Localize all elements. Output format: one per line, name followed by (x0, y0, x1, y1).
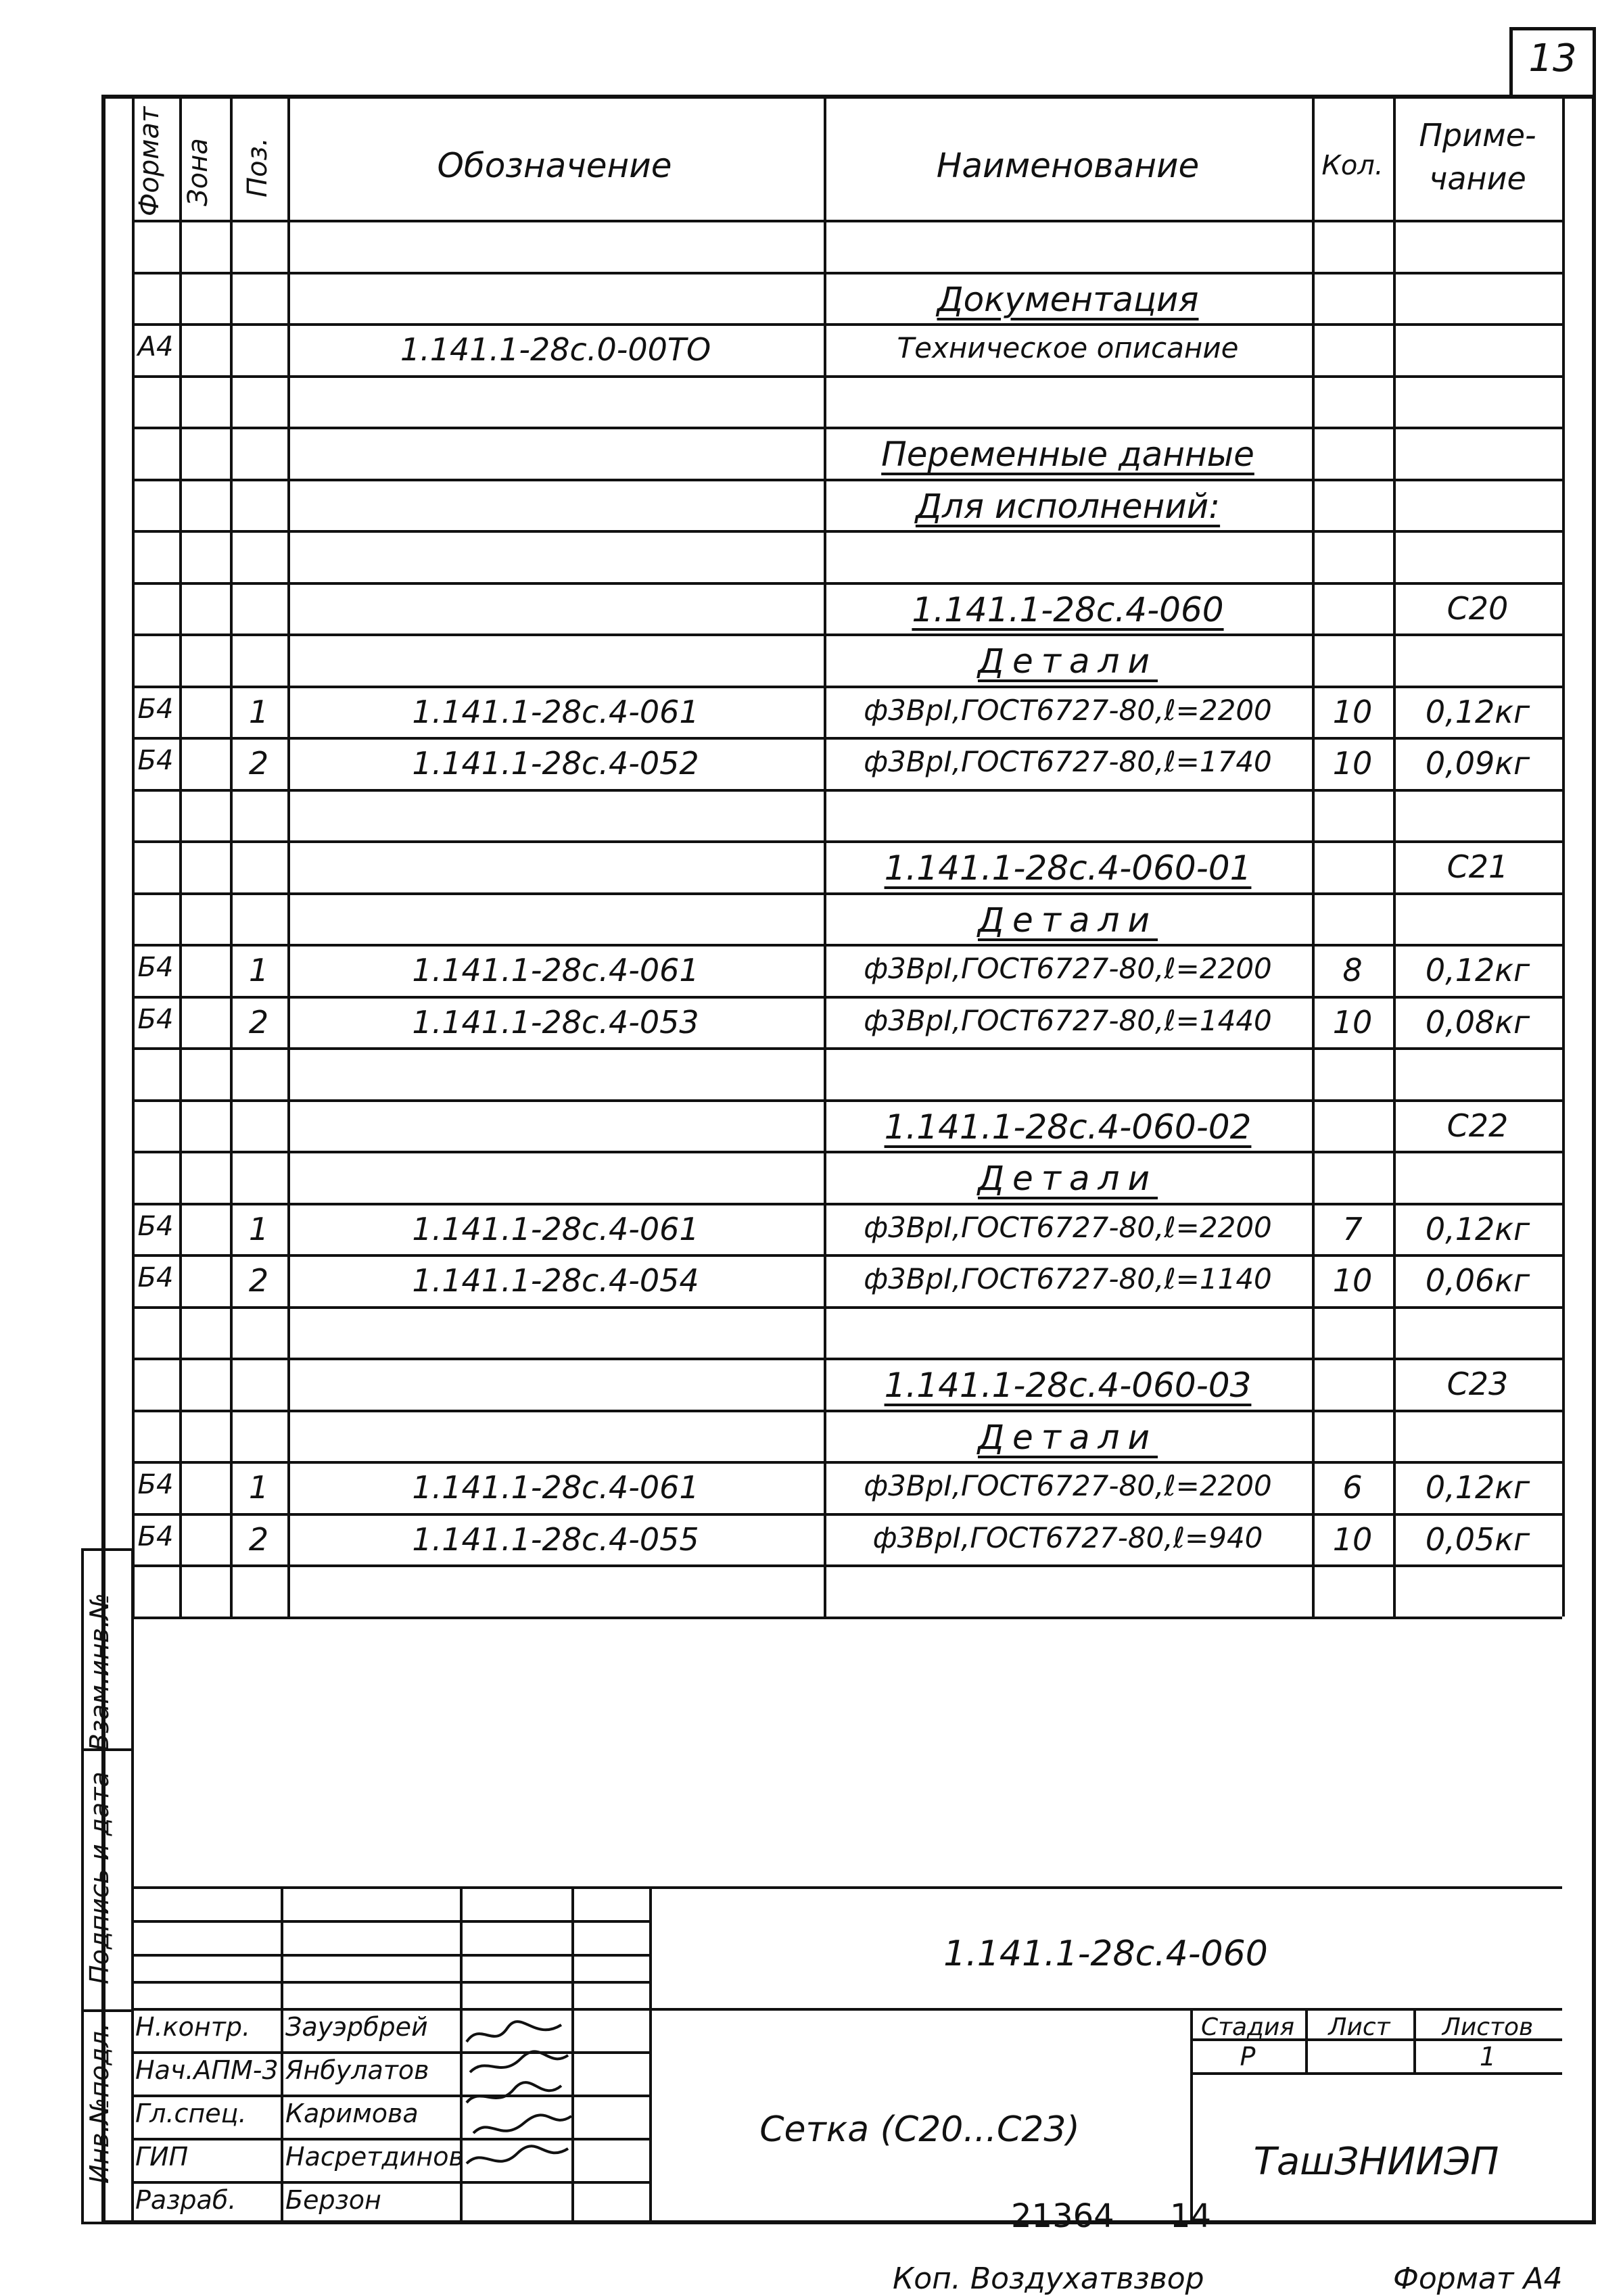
cell-name: ф3ВрI,ГОСТ6727-80,ℓ=1140 (864, 1262, 1272, 1295)
cell-name: 1.141.1-28с.4-060-03 (884, 1366, 1252, 1405)
row-divider (132, 1151, 1562, 1153)
cell-designation: 1.141.1-28с.4-061 (412, 1469, 699, 1506)
title-block-person: Янбулатов (285, 2055, 429, 2085)
header-qty: Кол. (1321, 150, 1384, 181)
cell-note: 0,12кг (1425, 693, 1530, 730)
cell-quantity: 8 (1342, 952, 1363, 988)
cell-note: 0,06кг (1425, 1262, 1530, 1299)
cell-format: Б4 (137, 745, 174, 776)
cell-name: Для исполнений: (915, 486, 1221, 526)
cell-format: Б4 (137, 952, 174, 983)
cell-format: Б4 (137, 1262, 174, 1293)
title-block-line (1190, 2072, 1562, 2075)
title-block-person: Берзон (285, 2185, 381, 2215)
row-divider (132, 686, 1562, 688)
title-block-org: ТашЗНИИЭП (1253, 2140, 1499, 2184)
cell-name: ф3ВрI,ГОСТ6727-80,ℓ=2200 (864, 1210, 1272, 1244)
title-block-role: Н.контр. (135, 2012, 251, 2042)
title-block-line (132, 1886, 1562, 1889)
row-divider (132, 996, 1562, 999)
cell-quantity: 7 (1342, 1210, 1363, 1247)
cell-designation: 1.141.1-28с.0-00ТО (400, 331, 711, 368)
row-divider (132, 530, 1562, 533)
cell-note: 0,05кг (1425, 1521, 1530, 1558)
cell-name: ф3ВрI,ГОСТ6727-80,ℓ=2200 (864, 1469, 1272, 1502)
side-box-sign-date (81, 1748, 134, 2012)
title-block-line (132, 2008, 1562, 2011)
title-block-role: Гл.спец. (135, 2099, 247, 2128)
title-block-stage: Р (1240, 2042, 1256, 2072)
cell-note: С20 (1446, 590, 1509, 627)
row-divider (132, 840, 1562, 843)
cell-note: С22 (1446, 1107, 1509, 1144)
row-divider (132, 1513, 1562, 1516)
cell-designation: 1.141.1-28с.4-061 (412, 952, 699, 988)
footer-extra: 14 (1170, 2197, 1212, 2235)
cell-position: 1 (248, 1469, 269, 1506)
title-block-line (281, 1886, 283, 2224)
cell-note: С21 (1446, 848, 1509, 885)
cell-designation: 1.141.1-28с.4-052 (412, 745, 699, 782)
title-block-role: ГИП (135, 2142, 189, 2172)
cell-name: Детали (977, 1417, 1158, 1457)
signatures (460, 2015, 578, 2197)
cell-name: Детали (977, 642, 1158, 681)
row-divider (132, 737, 1562, 740)
cell-quantity: 10 (1332, 745, 1373, 782)
cell-name: ф3ВрI,ГОСТ6727-80,ℓ=1440 (864, 1003, 1272, 1037)
title-block-sheets-label: Листов (1442, 2013, 1534, 2041)
cell-name: 1.141.1-28с.4-060 (912, 590, 1224, 629)
side-box-replace-inv (81, 1548, 134, 1751)
side-label-replace-inv: Взам.инв.№ (85, 1593, 114, 1751)
side-label-sign-date: Подпись и дата (85, 1771, 114, 1984)
cell-quantity: 10 (1332, 1003, 1373, 1041)
cell-note: 0,12кг (1425, 952, 1530, 988)
column-divider (1562, 98, 1565, 1617)
title-block-role: Разраб. (135, 2185, 237, 2215)
cell-designation: 1.141.1-28с.4-061 (412, 693, 699, 730)
title-block-doc-code: 1.141.1-28с.4-060 (943, 1934, 1268, 1974)
header-pos: Поз. (242, 137, 273, 197)
title-block-sheet-label: Лист (1328, 2013, 1390, 2041)
cell-position: 2 (248, 1521, 269, 1558)
cell-position: 1 (248, 952, 269, 988)
row-divider (132, 375, 1562, 378)
cell-name: 1.141.1-28с.4-060-02 (884, 1107, 1252, 1147)
cell-name: Детали (977, 900, 1158, 940)
row-divider (132, 479, 1562, 481)
cell-note: 0,12кг (1425, 1469, 1530, 1506)
row-divider (132, 323, 1562, 326)
cell-format: Б4 (137, 1521, 174, 1552)
sheet-number: 13 (1528, 37, 1577, 80)
title-block-person: Зауэрбрей (285, 2012, 428, 2042)
cell-position: 2 (248, 745, 269, 782)
cell-position: 1 (248, 693, 269, 730)
cell-name: ф3ВрI,ГОСТ6727-80,ℓ=2200 (864, 952, 1272, 985)
cell-position: 2 (248, 1262, 269, 1299)
row-divider (132, 1564, 1562, 1567)
cell-format: Б4 (137, 693, 174, 725)
cell-quantity: 10 (1332, 693, 1373, 730)
cell-note: 0,08кг (1425, 1003, 1530, 1041)
row-divider (132, 1617, 1562, 1619)
cell-name: Детали (977, 1159, 1158, 1198)
cell-format: Б4 (137, 1210, 174, 1242)
title-block-sheets: 1 (1479, 2042, 1497, 2072)
cell-format: А4 (137, 331, 174, 362)
cell-quantity: 6 (1342, 1469, 1363, 1506)
header-format: Формат (134, 106, 165, 216)
cell-name: ф3ВрI,ГОСТ6727-80,ℓ=940 (872, 1521, 1263, 1554)
cell-note: 0,12кг (1425, 1210, 1530, 1247)
cell-note: 0,09кг (1425, 745, 1530, 782)
row-divider (132, 1358, 1562, 1360)
row-divider (132, 582, 1562, 585)
title-block-stage-label: Стадия (1200, 2013, 1295, 2041)
row-divider (132, 1306, 1562, 1309)
cell-designation: 1.141.1-28с.4-061 (412, 1210, 699, 1247)
cell-format: Б4 (137, 1469, 174, 1500)
footer-number: 21364 (1011, 2197, 1114, 2235)
cell-name: ф3ВрI,ГОСТ6727-80,ℓ=2200 (864, 693, 1272, 727)
row-divider (132, 427, 1562, 429)
row-divider (132, 1047, 1562, 1050)
row-divider (132, 1410, 1562, 1412)
row-divider (132, 272, 1562, 274)
cell-name: ф3ВрI,ГОСТ6727-80,ℓ=1740 (864, 745, 1272, 778)
cell-quantity: 10 (1332, 1521, 1373, 1558)
row-divider (132, 1461, 1562, 1464)
cell-name: Техническое описание (897, 331, 1239, 364)
row-divider (132, 944, 1562, 947)
header-designation: Обозначение (437, 146, 672, 185)
cell-designation: 1.141.1-28с.4-055 (412, 1521, 699, 1558)
header-zone: Зона (183, 138, 214, 206)
title-block-person: Насретдинов (285, 2142, 464, 2172)
cell-name: Переменные данные (881, 435, 1254, 474)
title-block-role: Нач.АПМ-3 (135, 2055, 279, 2085)
header-name: Наименование (936, 146, 1200, 185)
title-block-person: Каримова (285, 2099, 419, 2128)
cell-name: Документация (937, 279, 1199, 319)
footer-copied: Коп. Воздухатвзвор (893, 2262, 1204, 2296)
cell-designation: 1.141.1-28с.4-054 (412, 1262, 699, 1299)
row-divider (132, 633, 1562, 636)
footer-format: Формат А4 (1393, 2262, 1563, 2296)
row-divider (132, 1099, 1562, 1102)
cell-note: С23 (1446, 1366, 1509, 1402)
cell-designation: 1.141.1-28с.4-053 (412, 1003, 699, 1041)
cell-position: 2 (248, 1003, 269, 1041)
row-divider (132, 892, 1562, 895)
cell-position: 1 (248, 1210, 269, 1247)
cell-name: 1.141.1-28с.4-060-01 (884, 848, 1252, 888)
cell-quantity: 10 (1332, 1262, 1373, 1299)
side-box-inv-orig (81, 2009, 134, 2224)
side-label-inv-orig: Инв.№подл. (85, 2022, 114, 2184)
cell-format: Б4 (137, 1003, 174, 1035)
row-divider (132, 1254, 1562, 1257)
row-divider (132, 789, 1562, 792)
header-divider (132, 220, 1562, 222)
row-divider (132, 1203, 1562, 1205)
header-note: Приме- чание (1419, 117, 1536, 197)
title-block-title: Сетка (С20...С23) (759, 2109, 1080, 2150)
